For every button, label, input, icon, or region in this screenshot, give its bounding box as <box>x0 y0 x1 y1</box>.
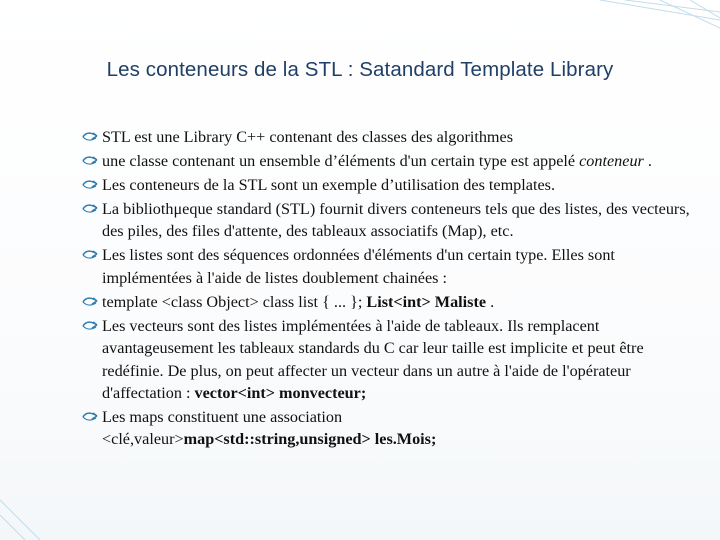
arrow-bullet-icon <box>82 411 98 423</box>
bullet-item <box>84 150 692 172</box>
code-snippet: map<std::string,unsigned> les.Mois; <box>183 430 437 449</box>
arrow-bullet-icon <box>82 249 98 261</box>
arrow-bullet-icon <box>82 179 98 191</box>
code-snippet: List<int> Maliste <box>366 292 487 311</box>
bullet-item <box>84 174 692 196</box>
bullet-item <box>84 126 692 148</box>
bullet-text: template <class Object> class list { ... }; <box>102 292 367 311</box>
bullet-text: Les vecteurs sont des listes implémentées à l'aide de tableaux. Ils remplacent avantageusement les tableaux standards du C car leur taille est implicite et peut être redéfinie. De plus, on peut affecter un vecteur dans un autre à l'aide de l'opérateur d'affectation : <box>102 316 644 403</box>
bullet-item <box>84 406 692 451</box>
emphasis-text: conteneur <box>579 152 644 170</box>
code-snippet: vector<int> monvecteur; <box>194 384 367 403</box>
bullet-text: Les maps constituent une association <box>102 408 343 427</box>
bullet-text: STL est une Library C++ contenant des classes des algorithmes <box>102 128 514 146</box>
bullet-text: La bibliothμeque standard (STL) fournit divers conteneurs tels que des listes, des vecteurs, des piles, des files d'attente, des tableaux associatifs (Map), etc. <box>102 200 690 241</box>
slide-title: Les conteneurs de la STL : Satandard Template Library <box>106 58 614 81</box>
bullet-item <box>84 198 692 243</box>
bullet-text: Les listes sont des séquences ordonnées d'éléments d'un certain type. Elles sont implémentées à l'aide de listes doublement chainées : <box>102 246 615 287</box>
arrow-bullet-icon <box>82 203 98 215</box>
bullet-text: une classe contenant un ensemble d’éléments d'un certain type est appelé <box>102 152 576 170</box>
bullet-item <box>84 291 692 313</box>
bullet-text: <clé,valeur> <box>102 430 184 449</box>
bullet-text-end: . <box>486 292 495 311</box>
arrow-bullet-icon <box>82 155 98 167</box>
bullet-text: Les conteneurs de la STL sont un exemple d’utilisation des templates. <box>102 176 555 194</box>
bullet-item <box>84 315 692 405</box>
arrow-bullet-icon <box>82 296 98 308</box>
bullet-text-end: . <box>643 152 652 170</box>
bullet-list <box>84 126 692 452</box>
arrow-bullet-icon <box>82 131 98 143</box>
arrow-bullet-icon <box>82 320 98 332</box>
bullet-item <box>84 244 692 289</box>
